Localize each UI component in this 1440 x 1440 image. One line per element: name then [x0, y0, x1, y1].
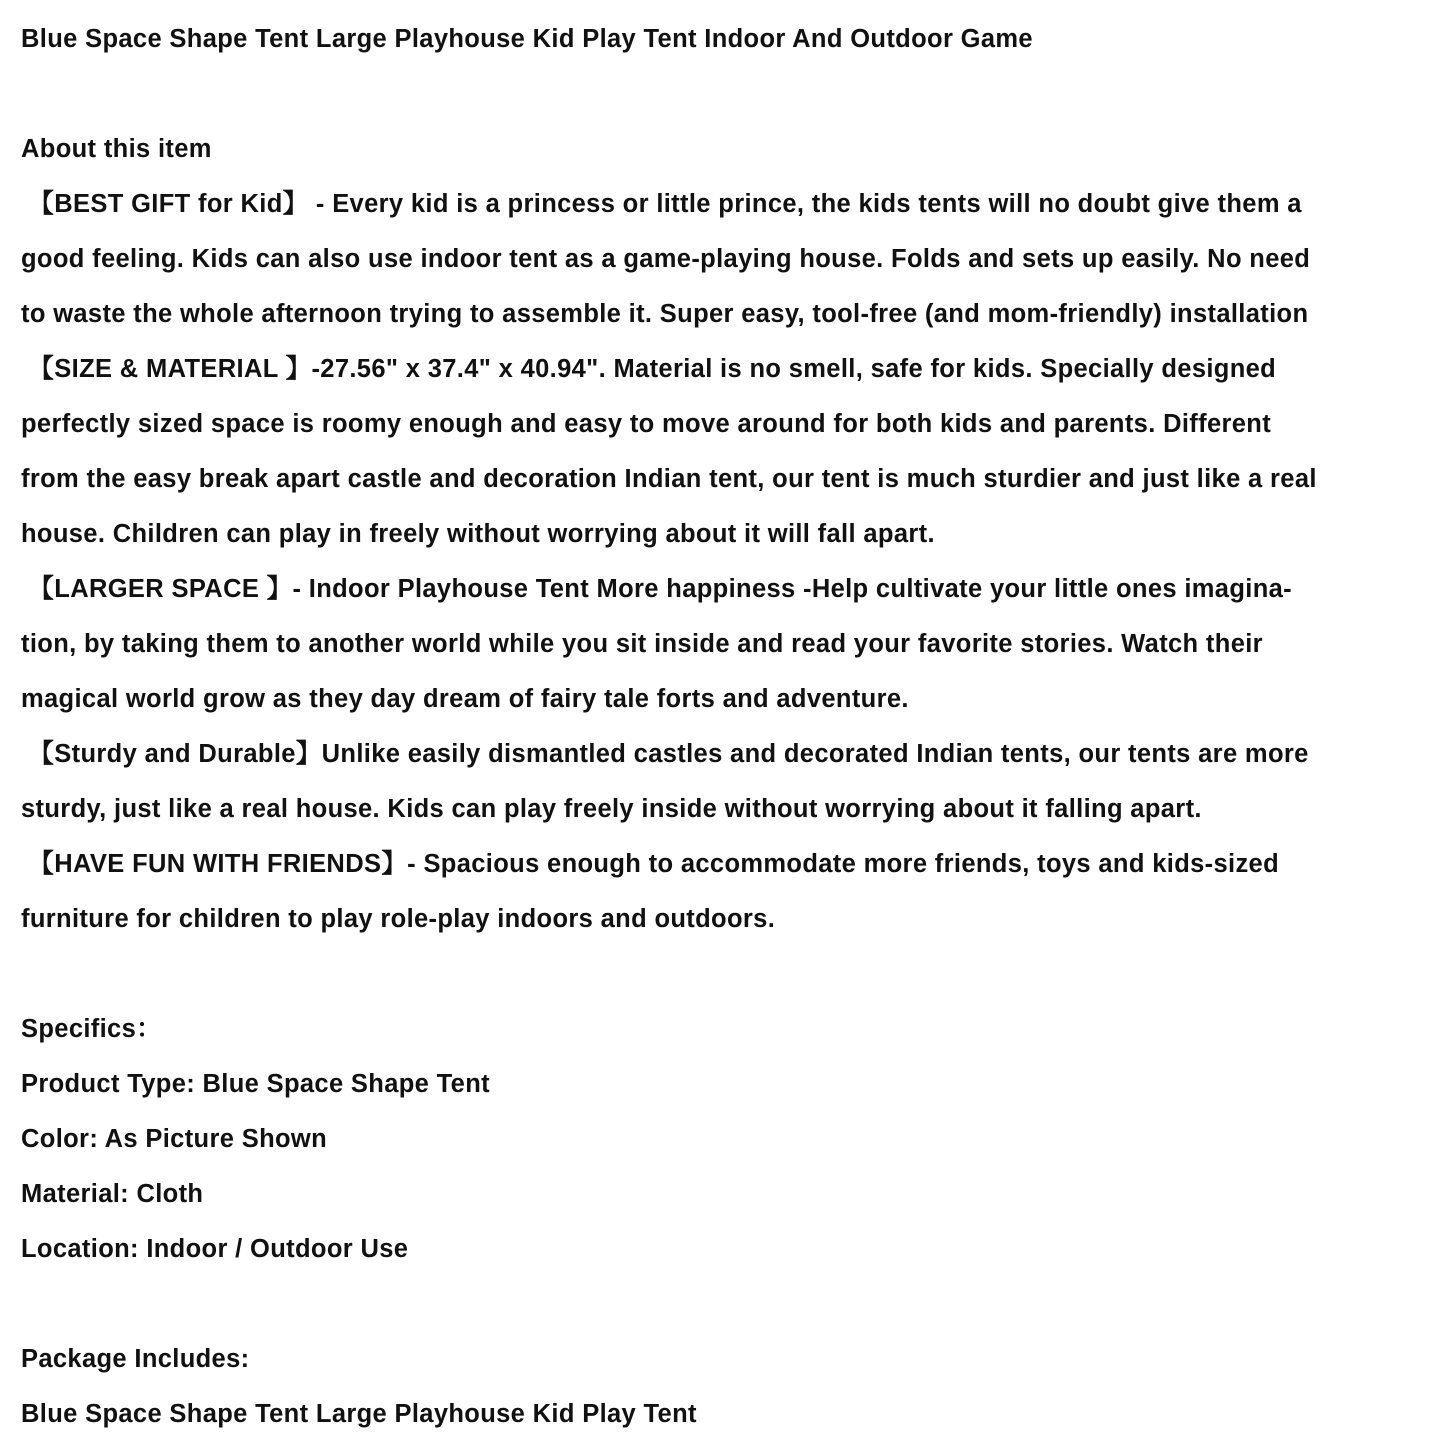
package-item: Blue Space Shape Tent Large Playhouse Kid Play Tent	[21, 1400, 697, 1428]
about-line: 【BEST GIFT for Kid】 - Every kid is a princess or little prince, the kids tents will no doubt give them a	[21, 190, 1302, 218]
about-line: magical world grow as they day dream of fairy tale forts and adventure.	[21, 685, 909, 713]
about-line: sturdy, just like a real house. Kids can play freely inside without worrying about it falling apart.	[21, 795, 1202, 823]
about-line: furniture for children to play role-play indoors and outdoors.	[21, 905, 776, 933]
spec-color: Color: As Picture Shown	[21, 1125, 328, 1153]
about-line: to waste the whole afternoon trying to assemble it. Super easy, tool-free (and mom-friendly) installation	[21, 300, 1309, 328]
about-line: 【LARGER SPACE 】- Indoor Playhouse Tent More happiness -Help cultivate your little ones imagina-	[21, 575, 1292, 603]
about-heading: About this item	[21, 135, 212, 163]
about-line: good feeling. Kids can also use indoor tent as a game-playing house. Folds and sets up easily. No need	[21, 245, 1311, 273]
spec-location: Location: Indoor / Outdoor Use	[21, 1235, 409, 1263]
about-line: tion, by taking them to another world while you sit inside and read your favorite stories. Watch their	[21, 630, 1263, 658]
about-line: from the easy break apart castle and decoration Indian tent, our tent is much sturdier and just like a real	[21, 465, 1317, 493]
about-line: perfectly sized space is roomy enough and easy to move around for both kids and parents. Different	[21, 410, 1272, 438]
about-line: 【Sturdy and Durable】Unlike easily dismantled castles and decorated Indian tents, our tents are more	[21, 740, 1309, 768]
package-heading: Package Includes:	[21, 1345, 250, 1373]
spec-material: Material: Cloth	[21, 1180, 204, 1208]
spec-product-type: Product Type: Blue Space Shape Tent	[21, 1070, 490, 1098]
about-line: 【HAVE FUN WITH FRIENDS】- Spacious enough to accommodate more friends, toys and kids-sized	[21, 850, 1280, 878]
about-line: house. Children can play in freely without worrying about it will fall apart.	[21, 520, 935, 548]
about-line: 【SIZE & MATERIAL 】-27.56" x 37.4" x 40.94". Material is no smell, safe for kids. Specially designed	[21, 355, 1277, 383]
specifics-heading: Specifics：	[21, 1015, 162, 1043]
product-title: Blue Space Shape Tent Large Playhouse Kid Play Tent Indoor And Outdoor Game	[21, 25, 1033, 53]
